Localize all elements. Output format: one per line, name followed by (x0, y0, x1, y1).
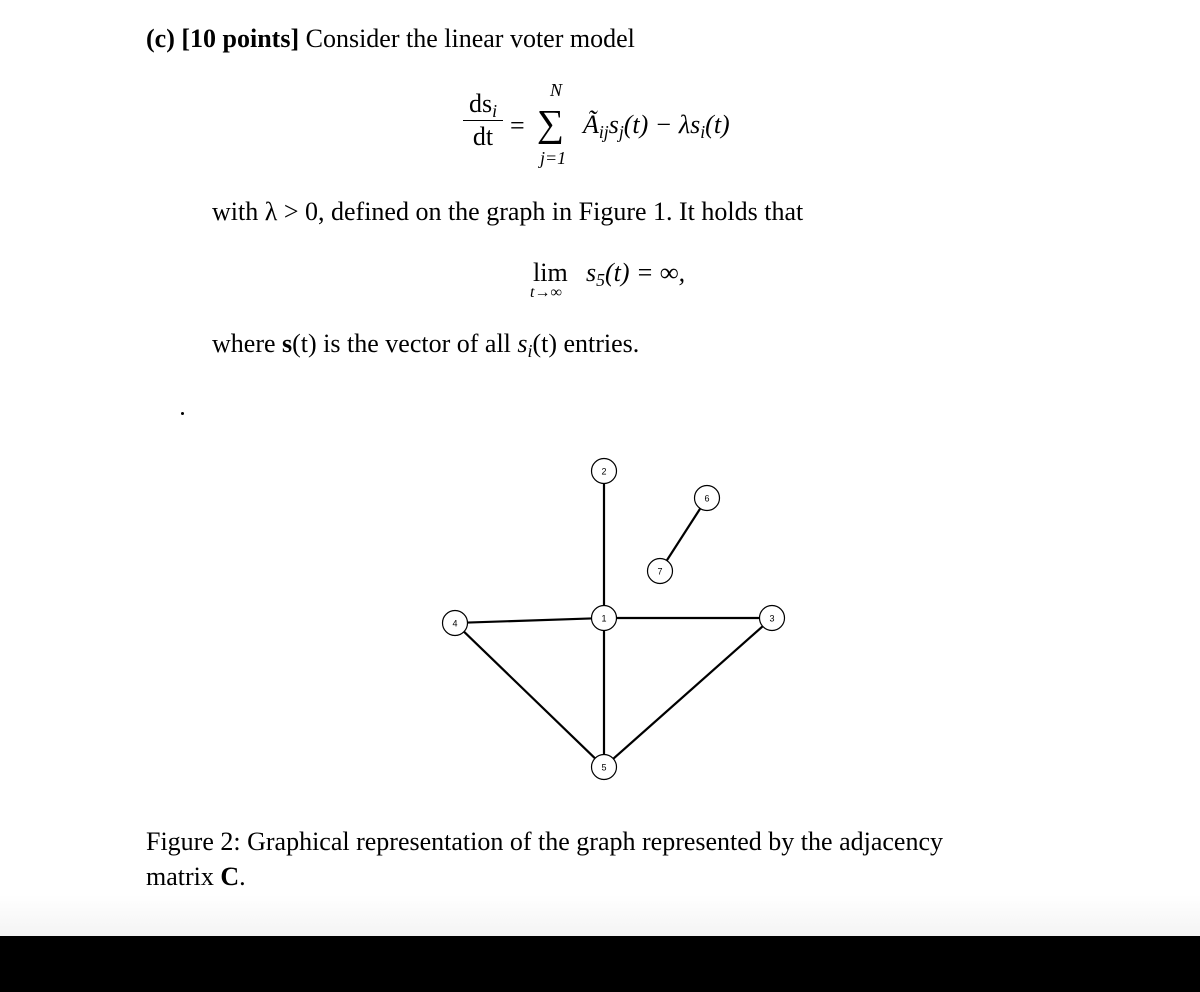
page-bottom-fade (0, 895, 1200, 936)
figure-caption: Figure 2: Graphical representation of the graph represented by the adjacency (146, 827, 943, 856)
limit-subscript: t→∞ (530, 284, 562, 301)
problem-label: (c) (146, 24, 175, 53)
problem-intro: Consider the linear voter model (299, 24, 635, 53)
node-7 (648, 559, 673, 584)
figure-caption-line2: matrix C. (146, 862, 246, 891)
sum-upper-limit: N (550, 80, 563, 100)
sum-lower-limit: j=1 (540, 148, 567, 168)
matrix-c-bold: C (220, 862, 240, 891)
node-label: 1 (601, 613, 607, 624)
fraction-numerator: $ds_i$ (468, 89, 498, 121)
vector-definition-text: where s(t) is the vector of all $s_i(t)$ entries. (212, 329, 640, 361)
problem-points: [10 points] (181, 24, 300, 53)
node-3 (760, 606, 785, 631)
equals-sign: = (510, 111, 525, 140)
bottom-black-bar (0, 936, 1200, 992)
node-4 (443, 611, 468, 636)
node-1 (592, 606, 617, 631)
limit-operator: lim (533, 258, 568, 287)
node-label: 4 (452, 618, 458, 629)
node-5 (592, 755, 617, 780)
equation-rhs: $Ã_{ij}s_j(t) - \lambda s_i(t)$ (583, 110, 730, 142)
node-2 (592, 459, 617, 484)
limit-expression: $s_5(t)$ = ∞, (586, 258, 686, 290)
node-label: 2 (601, 466, 607, 477)
sum-symbol: ∑ (537, 103, 565, 145)
edge-4-5 (464, 632, 595, 759)
fraction-denominator: dt (472, 122, 494, 151)
edge-1-4 (467, 618, 591, 622)
edge-6-7 (667, 509, 700, 561)
vector-s-bold: s (282, 329, 293, 358)
node-label: 3 (769, 613, 775, 624)
node-label: 7 (657, 566, 663, 577)
node-label: 6 (704, 493, 710, 504)
node-6 (695, 486, 720, 511)
edge-3-5 (613, 626, 762, 758)
node-label: 5 (601, 762, 607, 773)
condition-text: with λ > 0, defined on the graph in Figure 1. It holds that (212, 197, 804, 226)
